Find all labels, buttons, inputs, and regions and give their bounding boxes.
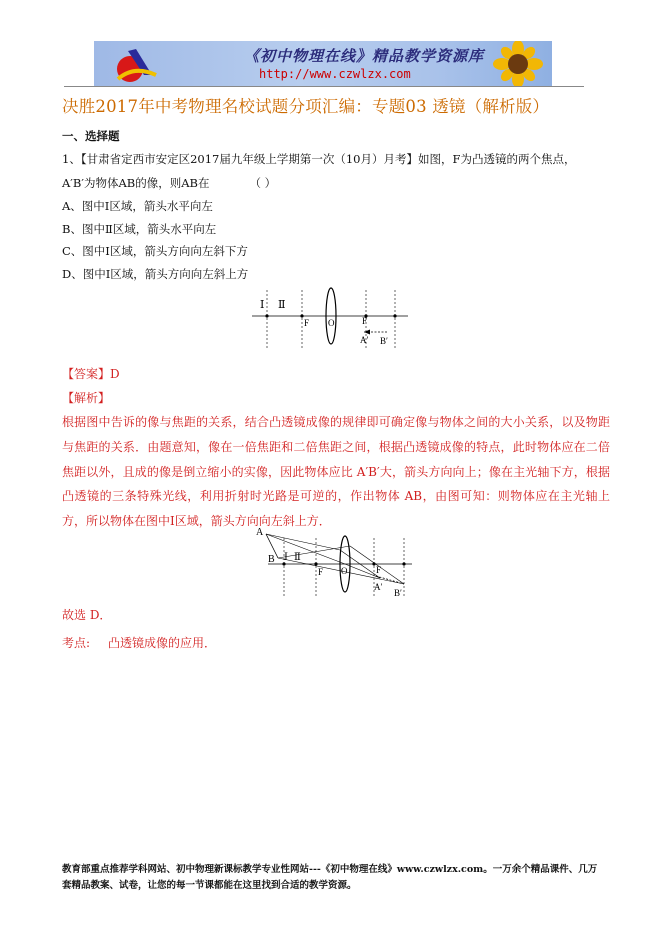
region-1-label-2: Ⅰ (284, 552, 288, 563)
focus-right-label: F (362, 316, 368, 326)
figure-1-lens-diagram (250, 286, 410, 350)
option-a: A、图中Ⅰ区域，箭头水平向左 (62, 199, 213, 213)
header-rule (64, 86, 584, 87)
header-banner (94, 41, 552, 86)
focus-right-label-2: F (376, 565, 382, 575)
option-c: C、图中Ⅰ区域，箭头方向向左斜下方 (62, 244, 248, 258)
answer-line (62, 365, 120, 382)
focus-left-label: F (304, 318, 310, 328)
question-line-1: 1、【甘肃省定西市安定区2017届九年级上学期第一次（10月）月考】如图，F为凸透镜的两个焦点， (62, 152, 576, 166)
page-footer: 教育部重点推荐学科网站、初中物理新课标教学专业性网站---《初中物理在线》www.czwlzx.com。一万余个精品课件、几万套精品教案、试卷，让您的每一节课都能在这里找到合适的教学资源。 (62, 864, 598, 891)
banner-url: http://www.czwlzx.com (259, 67, 411, 81)
banner-title: 《初中物理在线》精品教学资源库 (244, 47, 485, 65)
document-title: 决胜2017年中考物理名校试题分项汇编：专题03 透镜（解析版） (62, 97, 550, 116)
exam-point (62, 634, 216, 651)
site-logo-icon (114, 45, 158, 83)
image-point-b-2: B′ (394, 588, 402, 598)
image-point-a-2: A′ (374, 582, 383, 592)
question-line-2 (62, 175, 276, 191)
option-b: B、图中Ⅱ区域，箭头水平向左 (62, 222, 217, 236)
region-2-label: Ⅱ (278, 299, 286, 311)
answer-value: D (110, 367, 120, 381)
exam-point-label: 考点: (62, 636, 91, 650)
option-d: D、图中Ⅰ区域，箭头方向向左斜上方 (62, 267, 249, 281)
ray-2 (266, 534, 340, 550)
answer-label: 【答案】 (62, 367, 111, 381)
analysis-text: 根据图中告诉的像与焦距的关系，结合凸透镜成像的规律即可确定像与物体之间的大小关系，以及物距与焦距的关系．由题意知，像在一倍焦距和二倍焦距之间，根据凸透镜成像的特点，此时物体应在二倍焦距以外，且成的像是倒立缩小的实像，因此物体应比 A′B′大，箭头方向向上；像在主光轴下方，根据凸透镜的三条特殊光线，利用折射时光路是可逆的，作出物体 AB，由图可知：则物体应在主光轴上方，所以物体在图中Ⅰ区域，箭头方向向左斜上方． (62, 415, 610, 529)
region-1-label: Ⅰ (260, 299, 265, 311)
object-point-b: B (268, 554, 275, 565)
image-point-a: A′ (360, 335, 369, 345)
answer-blank: （ ） (249, 176, 277, 190)
sunflower-icon (488, 41, 546, 86)
conclusion: 故选 D． (62, 608, 112, 622)
lens-center-label-2: O (341, 566, 348, 576)
analysis-label: 【解析】 (62, 391, 111, 405)
region-2-label-2: Ⅱ (294, 552, 301, 563)
ray-4 (278, 546, 350, 558)
lens-center-label: O (328, 318, 335, 328)
focus-left-label-2: F (318, 567, 324, 577)
exam-point-value: 凸透镜成像的应用． (108, 636, 217, 650)
image-point-b: B′ (380, 336, 388, 346)
figure-2-ray-diagram (254, 524, 416, 600)
section-heading: 一、选择题 (62, 129, 120, 143)
object-point-a: A (256, 527, 264, 538)
question-line-2-text: A′B′为物体AB的像，则AB在 (62, 176, 210, 190)
